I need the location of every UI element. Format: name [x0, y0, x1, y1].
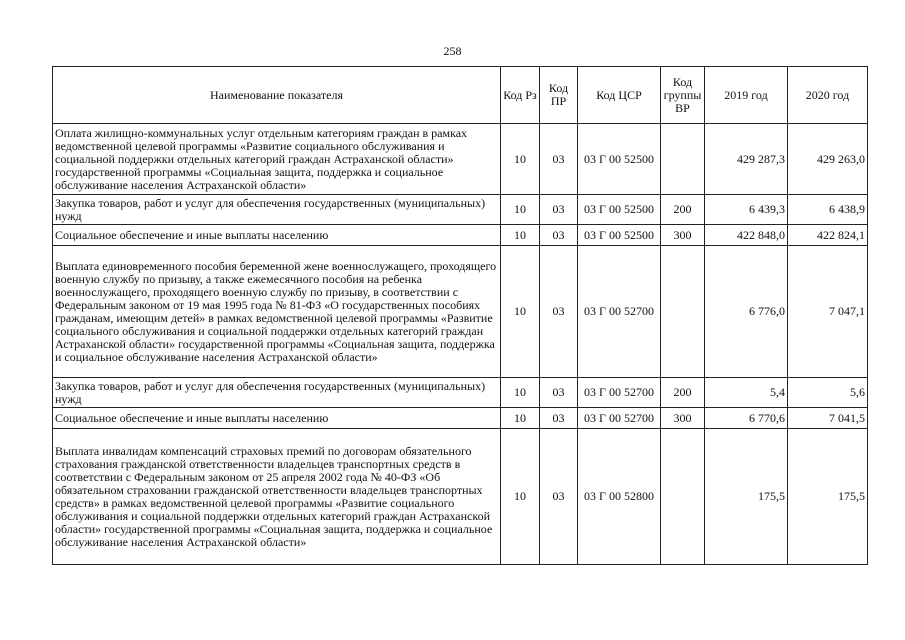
row-pr: 03 — [540, 124, 578, 195]
row-csr: 03 Г 00 52500 — [578, 225, 661, 246]
table-row — [53, 124, 868, 195]
row-2019: 6 439,3 — [705, 195, 788, 225]
row-name: Оплата жилищно-коммунальных услуг отдельным категориям граждан в рамках ведомственной целевой программы «Развитие социального обслуживания и социальной поддержки отдельных категорий граждан Астраханской области» государственной программы «Социальная защита, поддержка и социальное обслуживание населения Астраханской области» — [53, 124, 501, 195]
row-name: Закупка товаров, работ и услуг для обеспечения государственных (муниципальных) нужд — [53, 378, 501, 408]
row-rz: 10 — [501, 429, 540, 565]
row-pr: 03 — [540, 408, 578, 429]
row-csr: 03 Г 00 52700 — [578, 378, 661, 408]
row-vr — [661, 246, 705, 378]
row-rz: 10 — [501, 124, 540, 195]
header-name: Наименование показателя — [53, 67, 501, 124]
row-name: Выплата единовременного пособия беременной жене военнослужащего, проходящего военную службу по призыву, а также ежемесячного пособия на ребенка военнослужащего, проходящего военную службу по призыву, в соответствии с Федеральным законом от 19 мая 1995 года № 81-ФЗ «О государственных пособиях гражданам, имеющим детей» в рамках ведомственной целевой программы «Развитие социального обслуживания и социальной поддержки отдельных категорий граждан Астраханской области» государственной программы «Социальная защита, поддержка и социальное обслуживание населения Астраханской области» — [53, 246, 501, 378]
row-2019: 429 287,3 — [705, 124, 788, 195]
row-vr: 200 — [661, 378, 705, 408]
row-rz: 10 — [501, 195, 540, 225]
row-pr: 03 — [540, 225, 578, 246]
row-2019: 6 770,6 — [705, 408, 788, 429]
header-vr: Код группы ВР — [661, 67, 705, 124]
header-rz: Код Рз — [501, 67, 540, 124]
table-row — [53, 246, 868, 378]
row-name: Закупка товаров, работ и услуг для обеспечения государственных (муниципальных) нужд — [53, 195, 501, 225]
row-2020: 5,6 — [788, 378, 868, 408]
row-2020: 7 047,1 — [788, 246, 868, 378]
row-vr — [661, 429, 705, 565]
header-2020: 2020 год — [788, 67, 868, 124]
row-name: Выплата инвалидам компенсаций страховых премий по договорам обязательного страхования гражданской ответственности владельцев транспортных средств в соответствии с Федеральным законом от 25 апреля 2002 года № 40-ФЗ «Об обязательном страховании гражданской ответственности владельцев транспортных средств» в рамках ведомственной целевой программы «Развитие социального обслуживания и социальной поддержки отдельных категорий граждан Астраханской области» государственной программы «Социальная защита, поддержка и социальное обслуживание населения Астраханской области» — [53, 429, 501, 565]
row-csr: 03 Г 00 52700 — [578, 408, 661, 429]
table-row — [53, 225, 868, 246]
row-name: Социальное обеспечение и иные выплаты населению — [53, 225, 501, 246]
header-csr: Код ЦСР — [578, 67, 661, 124]
row-vr: 300 — [661, 225, 705, 246]
row-rz: 10 — [501, 378, 540, 408]
row-2020: 175,5 — [788, 429, 868, 565]
table-row — [53, 429, 868, 565]
row-2020: 422 824,1 — [788, 225, 868, 246]
row-pr: 03 — [540, 429, 578, 565]
row-pr: 03 — [540, 246, 578, 378]
header-pr: Код ПР — [540, 67, 578, 124]
row-2019: 5,4 — [705, 378, 788, 408]
row-pr: 03 — [540, 378, 578, 408]
header-2019: 2019 год — [705, 67, 788, 124]
row-2020: 6 438,9 — [788, 195, 868, 225]
header-row — [53, 67, 868, 124]
row-2019: 422 848,0 — [705, 225, 788, 246]
row-csr: 03 Г 00 52500 — [578, 195, 661, 225]
row-csr: 03 Г 00 52700 — [578, 246, 661, 378]
row-csr: 03 Г 00 52500 — [578, 124, 661, 195]
row-rz: 10 — [501, 225, 540, 246]
row-2020: 429 263,0 — [788, 124, 868, 195]
row-rz: 10 — [501, 408, 540, 429]
budget-table — [52, 66, 868, 565]
page-number: 258 — [443, 44, 462, 58]
row-vr: 200 — [661, 195, 705, 225]
table-row — [53, 195, 868, 225]
row-vr — [661, 124, 705, 195]
table-row — [53, 378, 868, 408]
row-2019: 6 776,0 — [705, 246, 788, 378]
row-csr: 03 Г 00 52800 — [578, 429, 661, 565]
row-pr: 03 — [540, 195, 578, 225]
row-vr: 300 — [661, 408, 705, 429]
row-2020: 7 041,5 — [788, 408, 868, 429]
table-row — [53, 408, 868, 429]
row-rz: 10 — [501, 246, 540, 378]
row-2019: 175,5 — [705, 429, 788, 565]
row-name: Социальное обеспечение и иные выплаты населению — [53, 408, 501, 429]
